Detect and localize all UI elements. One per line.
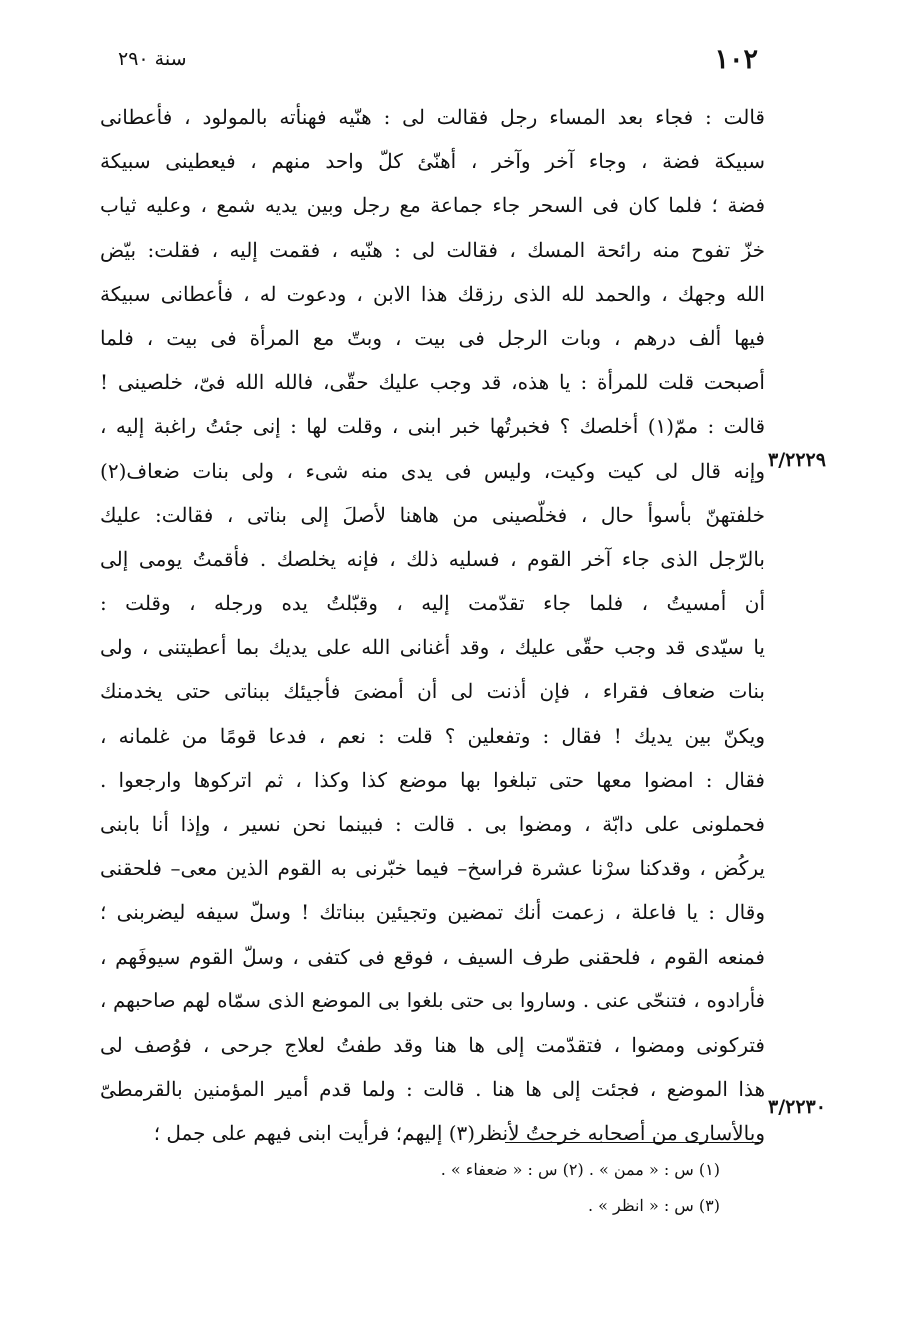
- text-line: سبيكة فضة ، وجاء آخر وآخر ، أهنّئ كلّ واحد منهم ، فيعطينى سبيكة: [100, 149, 765, 174]
- text-line: بالرّجل الذى جاء آخر القوم ، فسليه ذلك ، فإنه يخلصك . فأقمتُ يومى إلى: [100, 546, 765, 571]
- text-line: بنات ضعاف فقراء ، فإن أذنت لى أن أمضىَ فأجيئك ببناتى حتى يخدمنك: [100, 679, 765, 704]
- text-line: يا سيّدى قد وجب حقّى عليك ، وقد أغنانى الله على يديك بما أعطيتنى ، ولى: [100, 635, 765, 660]
- year-label: سنة ٢٩٠: [118, 48, 187, 70]
- page-header: [118, 44, 758, 84]
- text-line: فيها ألف درهم ، وبات الرجل فى بيت ، وبتّ مع المرأة فى بيت ، فلما: [100, 325, 765, 350]
- footnotes: [300, 1152, 720, 1224]
- text-line: وقال : يا فاعلة ، زعمت أنك تمضين وتجيئين ببناتك ! وسلّ سيفه ليضربنى ؛: [100, 900, 765, 925]
- text-line: قالت : ممّ(١) أخلصك ؟ فخبرتُها خبر ابنى ، وقلت لها : إنى جئتُ راغبة إليه ،: [100, 414, 765, 439]
- text-line: فأرادوه ، فتنحّى عنى . وساروا بى حتى بلغوا بى الموضع الذى سمّاه لهم صاحبهم ،: [100, 988, 765, 1012]
- text-line: فتركونى ومضوا ، فتقدّمت إلى ها هنا وقد طفتُ لعلاج جرحى ، فوُصف لى: [100, 1032, 765, 1057]
- text-line: أن أمسيتُ ، فلما جاء تقدّمت إليه ، وقبّلتُ يده ورجله ، وقلت :: [100, 591, 765, 616]
- main-text: [100, 95, 765, 1156]
- text-line: وإنه قال لى كيت وكيت، وليس فى يدى منه شىء ، ولى بنات ضعاف(٢): [100, 458, 765, 483]
- text-line: فمنعه القوم ، فلحقنى طرف السيف ، فوقع فى كتفى ، وسلّ القوم سيوفَهم ،: [100, 944, 765, 969]
- text-line: فحملونى على دابّة ، ومضوا بى . قالت : فبينما نحن نسير ، وإذا أنا بابنى: [100, 812, 765, 836]
- text-line: ويكنّ بين يديك ! فقال : وتفعلين ؟ قلت : نعم ، فدعا قومًا من غلمانه ،: [100, 723, 765, 748]
- text-line: قالت : فجاء بعد المساء رجل فقالت لى : هنّيه فهنأته بالمولود ، فأعطانى: [100, 105, 765, 129]
- text-line: يركُض ، وقدكنا سرْنا عشرة فراسخ– فيما خبّرنى به القوم الذين معى– فلحقنى: [100, 856, 765, 881]
- text-line: وبالأسارى من أصحابه خرجتُ لأنظر(٣) إليهم؛ فرأيت ابنى فيهم على جمل ؛: [153, 1121, 765, 1146]
- footnote-divider: [505, 1142, 759, 1143]
- text-line: أصبحت قلت للمرأة : يا هذه، قد وجب عليك حقّى، فالله الله فىّ، خلصينى !: [100, 370, 765, 395]
- footnote: (٣) س : « انظر » .: [587, 1196, 720, 1215]
- text-line: الله وجهك ، والحمد لله الذى رزقك هذا الابن ، ودعوت له ، فأعطانى سبيكة: [100, 281, 765, 306]
- margin-reference: ٣/٢٢٣٠: [768, 1096, 826, 1118]
- text-line: فقال : امضوا معها حتى تبلغوا بها موضع كذا وكذا ، ثم اتركوها وارجعوا .: [100, 767, 765, 792]
- text-line: هذا الموضع ، فجئت إلى ها هنا . قالت : ولما قدم أمير المؤمنين بالقرمطىّ: [100, 1077, 765, 1102]
- text-line: خزّ تفوح منه رائحة المسك ، فقالت لى : هنّيه ، فقمت إليه ، فقلت: بيّض: [100, 237, 765, 262]
- page-number: ١٠٢: [714, 44, 758, 75]
- footnote: (١) س : « ممن » . (٢) س : « ضعفاء » .: [440, 1160, 720, 1179]
- text-line: فضة ؛ فلما كان فى السحر جاء جماعة مع رجل وبين يديه شمع ، وعليه ثياب: [100, 193, 765, 218]
- text-line: خلفتهنّ بأسوأ حال ، فخلّصينى من هاهنا لأصلَ إلى بناتى ، فقالت: عليك: [100, 502, 765, 527]
- margin-reference: ٣/٢٢٢٩: [768, 449, 826, 471]
